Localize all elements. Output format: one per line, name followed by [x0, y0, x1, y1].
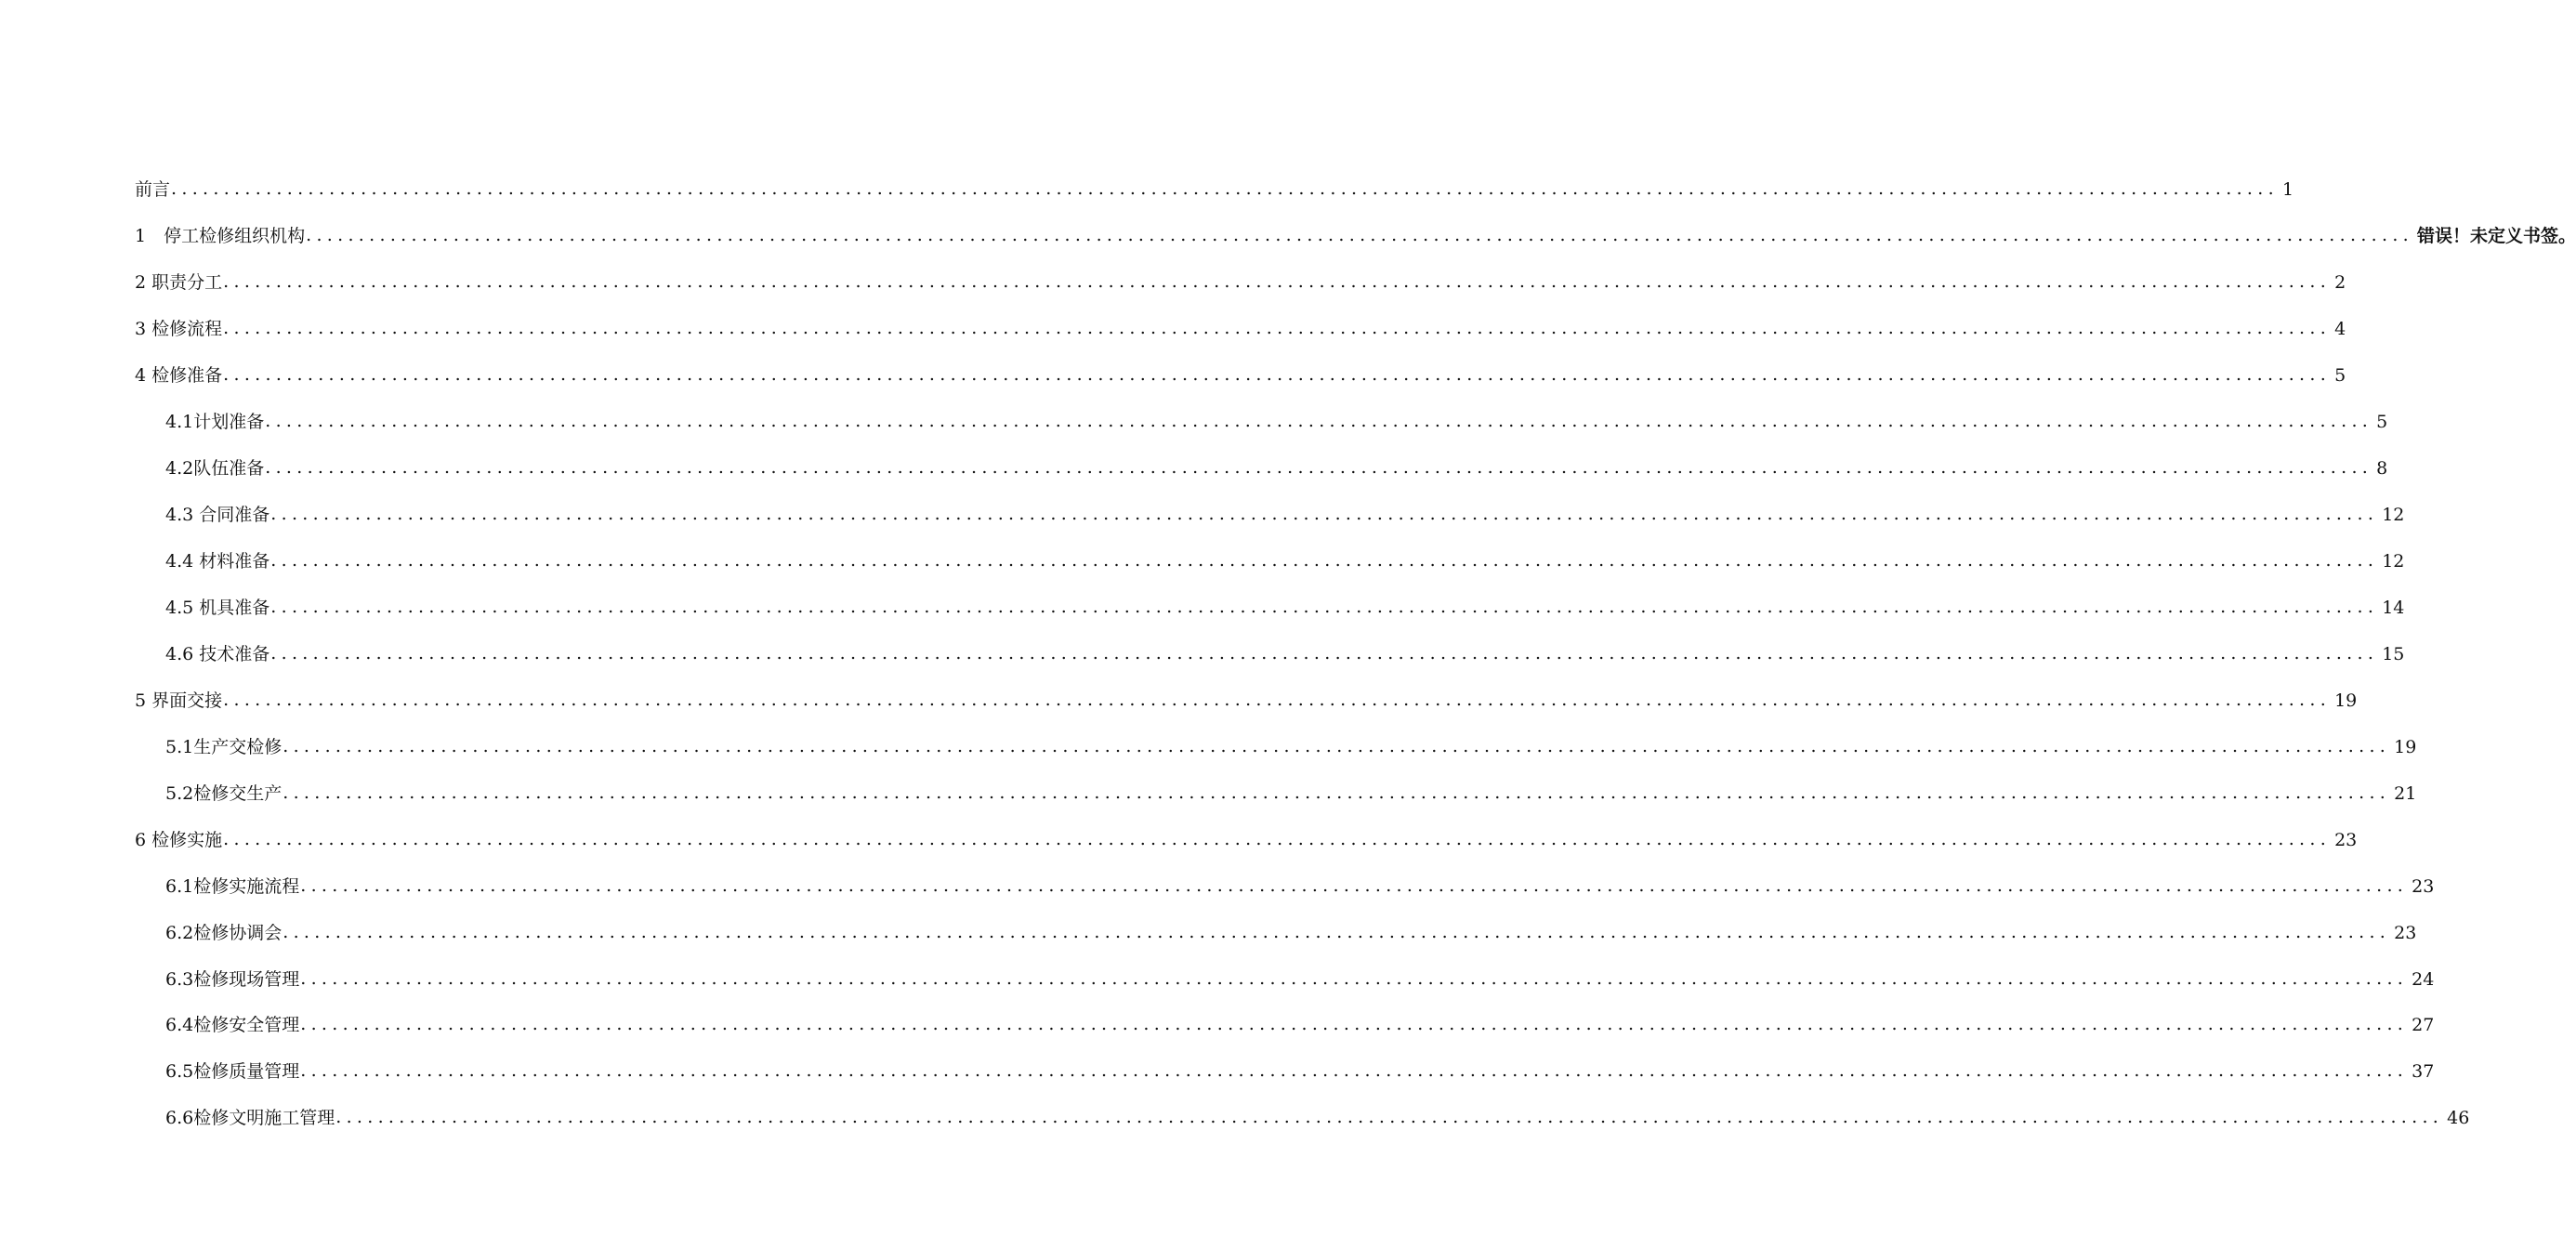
toc-entry-15[interactable] — [165, 872, 2435, 898]
toc-entry-6[interactable] — [165, 454, 2388, 480]
toc-leader-dots: ........................................................................................................................................................................................................ — [223, 690, 2332, 710]
toc-page-number: 15 — [2382, 644, 2405, 664]
toc-page-number: 5 — [2334, 365, 2346, 386]
toc-number: 6 — [135, 830, 152, 850]
toc-title: 检修准备 — [151, 365, 223, 386]
toc-leader-dots: ........................................................................................................................................................................................................ — [265, 411, 2373, 431]
toc-entry-14[interactable] — [135, 825, 2358, 851]
toc-number: 4.5 — [165, 598, 200, 618]
toc-page-number: 14 — [2382, 598, 2405, 618]
toc-entry-2[interactable] — [135, 268, 2346, 294]
toc-entry-16[interactable] — [165, 918, 2417, 944]
toc-leader-dots: ........................................................................................................................................................................................................ — [300, 1060, 2409, 1081]
toc-entry-17[interactable] — [165, 965, 2435, 991]
toc-leader-dots: ........................................................................................................................................................................................................ — [223, 829, 2332, 849]
toc-page-number: 19 — [2334, 690, 2358, 711]
toc-title: 界面交接 — [151, 690, 223, 711]
toc-number: 4 — [135, 365, 152, 386]
toc-entry-3[interactable] — [135, 314, 2346, 340]
toc-title: 计划准备 — [193, 412, 265, 432]
toc-entry-1[interactable] — [135, 221, 2576, 247]
toc-number: 6.1 — [165, 876, 194, 897]
toc-page-number: 2 — [2334, 272, 2346, 293]
toc-page-number: 4 — [2334, 319, 2346, 339]
toc-number: 4.1 — [165, 412, 194, 432]
toc-page-number: 5 — [2376, 412, 2388, 432]
toc-title: 职责分工 — [151, 272, 223, 293]
toc-leader-dots: ........................................................................................................................................................................................................ — [306, 225, 2414, 245]
toc-page-number: 24 — [2412, 969, 2435, 990]
toc-entry-11[interactable] — [135, 686, 2358, 712]
toc-entry-12[interactable] — [165, 732, 2417, 758]
toc-leader-dots: ........................................................................................................................................................................................................ — [270, 597, 2379, 617]
toc-number: 6.2 — [165, 923, 194, 943]
toc-number: 2 — [135, 272, 152, 293]
toc-number: 6.3 — [165, 969, 194, 990]
toc-page-number: 23 — [2334, 830, 2358, 850]
toc-title: 检修质量管理 — [193, 1061, 300, 1082]
toc-number: 6.5 — [165, 1061, 194, 1082]
toc-title: 材料准备 — [199, 551, 270, 572]
toc-title: 技术准备 — [199, 644, 270, 664]
toc-page-number: 46 — [2447, 1108, 2470, 1128]
toc-number: 4.6 — [165, 644, 200, 664]
toc-page-number: 23 — [2412, 876, 2435, 897]
toc-leader-dots: ........................................................................................................................................................................................................ — [223, 364, 2332, 385]
toc-number: 6.4 — [165, 1015, 194, 1035]
toc-leader-dots: ........................................................................................................................................................................................................ — [223, 271, 2332, 292]
toc-entry-18[interactable] — [165, 1010, 2435, 1036]
toc-title: 前言 — [135, 179, 171, 200]
toc-number: 1 — [135, 226, 164, 246]
toc-entry-4[interactable] — [135, 361, 2346, 387]
toc-number: 4.3 — [165, 505, 200, 525]
toc-page-number: 8 — [2376, 458, 2388, 479]
toc-leader-dots: ........................................................................................................................................................................................................ — [283, 782, 2391, 803]
toc-title: 机具准备 — [199, 598, 270, 618]
toc-leader-dots: ........................................................................................................................................................................................................ — [270, 643, 2379, 664]
toc-title: 检修流程 — [151, 319, 223, 339]
toc-page-number: 23 — [2394, 923, 2417, 943]
toc-title: 检修交生产 — [193, 783, 283, 804]
toc-number: 5.2 — [165, 783, 194, 804]
toc-title: 检修文明施工管理 — [193, 1108, 335, 1128]
toc-title: 生产交检修 — [193, 737, 283, 757]
toc-number: 5 — [135, 690, 152, 711]
toc-title: 队伍准备 — [193, 458, 265, 479]
toc-leader-dots: ........................................................................................................................................................................................................ — [300, 1014, 2409, 1034]
toc-page-number: 37 — [2412, 1061, 2435, 1082]
toc-leader-dots: ........................................................................................................................................................................................................ — [300, 875, 2409, 896]
toc-page-number: 12 — [2382, 505, 2405, 525]
toc-entry-0[interactable] — [135, 175, 2294, 201]
toc-entry-19[interactable] — [165, 1057, 2435, 1083]
toc-page-number: 1 — [2281, 179, 2294, 200]
toc-page-number: 12 — [2382, 551, 2405, 572]
toc-entry-10[interactable] — [165, 639, 2405, 665]
toc-leader-dots: ........................................................................................................................................................................................................ — [265, 457, 2373, 478]
toc-number: 4.2 — [165, 458, 194, 479]
toc-number: 3 — [135, 319, 152, 339]
toc-title: 检修实施流程 — [193, 876, 300, 897]
toc-entry-13[interactable] — [165, 779, 2417, 805]
toc-leader-dots: ........................................................................................................................................................................................................ — [300, 968, 2409, 989]
toc-leader-dots: ........................................................................................................................................................................................................ — [223, 318, 2332, 338]
toc-page-number: 19 — [2394, 737, 2417, 757]
toc-title: 检修现场管理 — [193, 969, 300, 990]
toc-number: 4.4 — [165, 551, 200, 572]
toc-number: 6.6 — [165, 1108, 194, 1128]
toc-page-number: 27 — [2412, 1015, 2435, 1035]
toc-title: 停工检修组织机构 — [164, 226, 306, 246]
toc-entry-9[interactable] — [165, 593, 2405, 619]
toc-leader-dots: ........................................................................................................................................................................................................ — [171, 178, 2279, 199]
toc-number: 5.1 — [165, 737, 194, 757]
toc-leader-dots: ........................................................................................................................................................................................................ — [270, 504, 2379, 524]
toc-entry-7[interactable] — [165, 500, 2405, 526]
toc-title: 检修实施 — [151, 830, 223, 850]
toc-leader-dots: ........................................................................................................................................................................................................ — [283, 736, 2391, 756]
toc-title: 合同准备 — [199, 505, 270, 525]
toc-page-error: 错误！未定义书签。 — [2417, 226, 2576, 246]
toc-entry-20[interactable] — [165, 1103, 2470, 1129]
toc-page-number: 21 — [2394, 783, 2417, 804]
toc-leader-dots: ........................................................................................................................................................................................................ — [283, 922, 2391, 942]
toc-leader-dots: ........................................................................................................................................................................................................ — [270, 550, 2379, 571]
toc-entry-8[interactable] — [165, 546, 2405, 572]
toc-title: 检修安全管理 — [193, 1015, 300, 1035]
toc-entry-5[interactable] — [165, 407, 2388, 433]
toc-title: 检修协调会 — [193, 923, 283, 943]
toc-leader-dots: ........................................................................................................................................................................................................ — [335, 1107, 2444, 1127]
